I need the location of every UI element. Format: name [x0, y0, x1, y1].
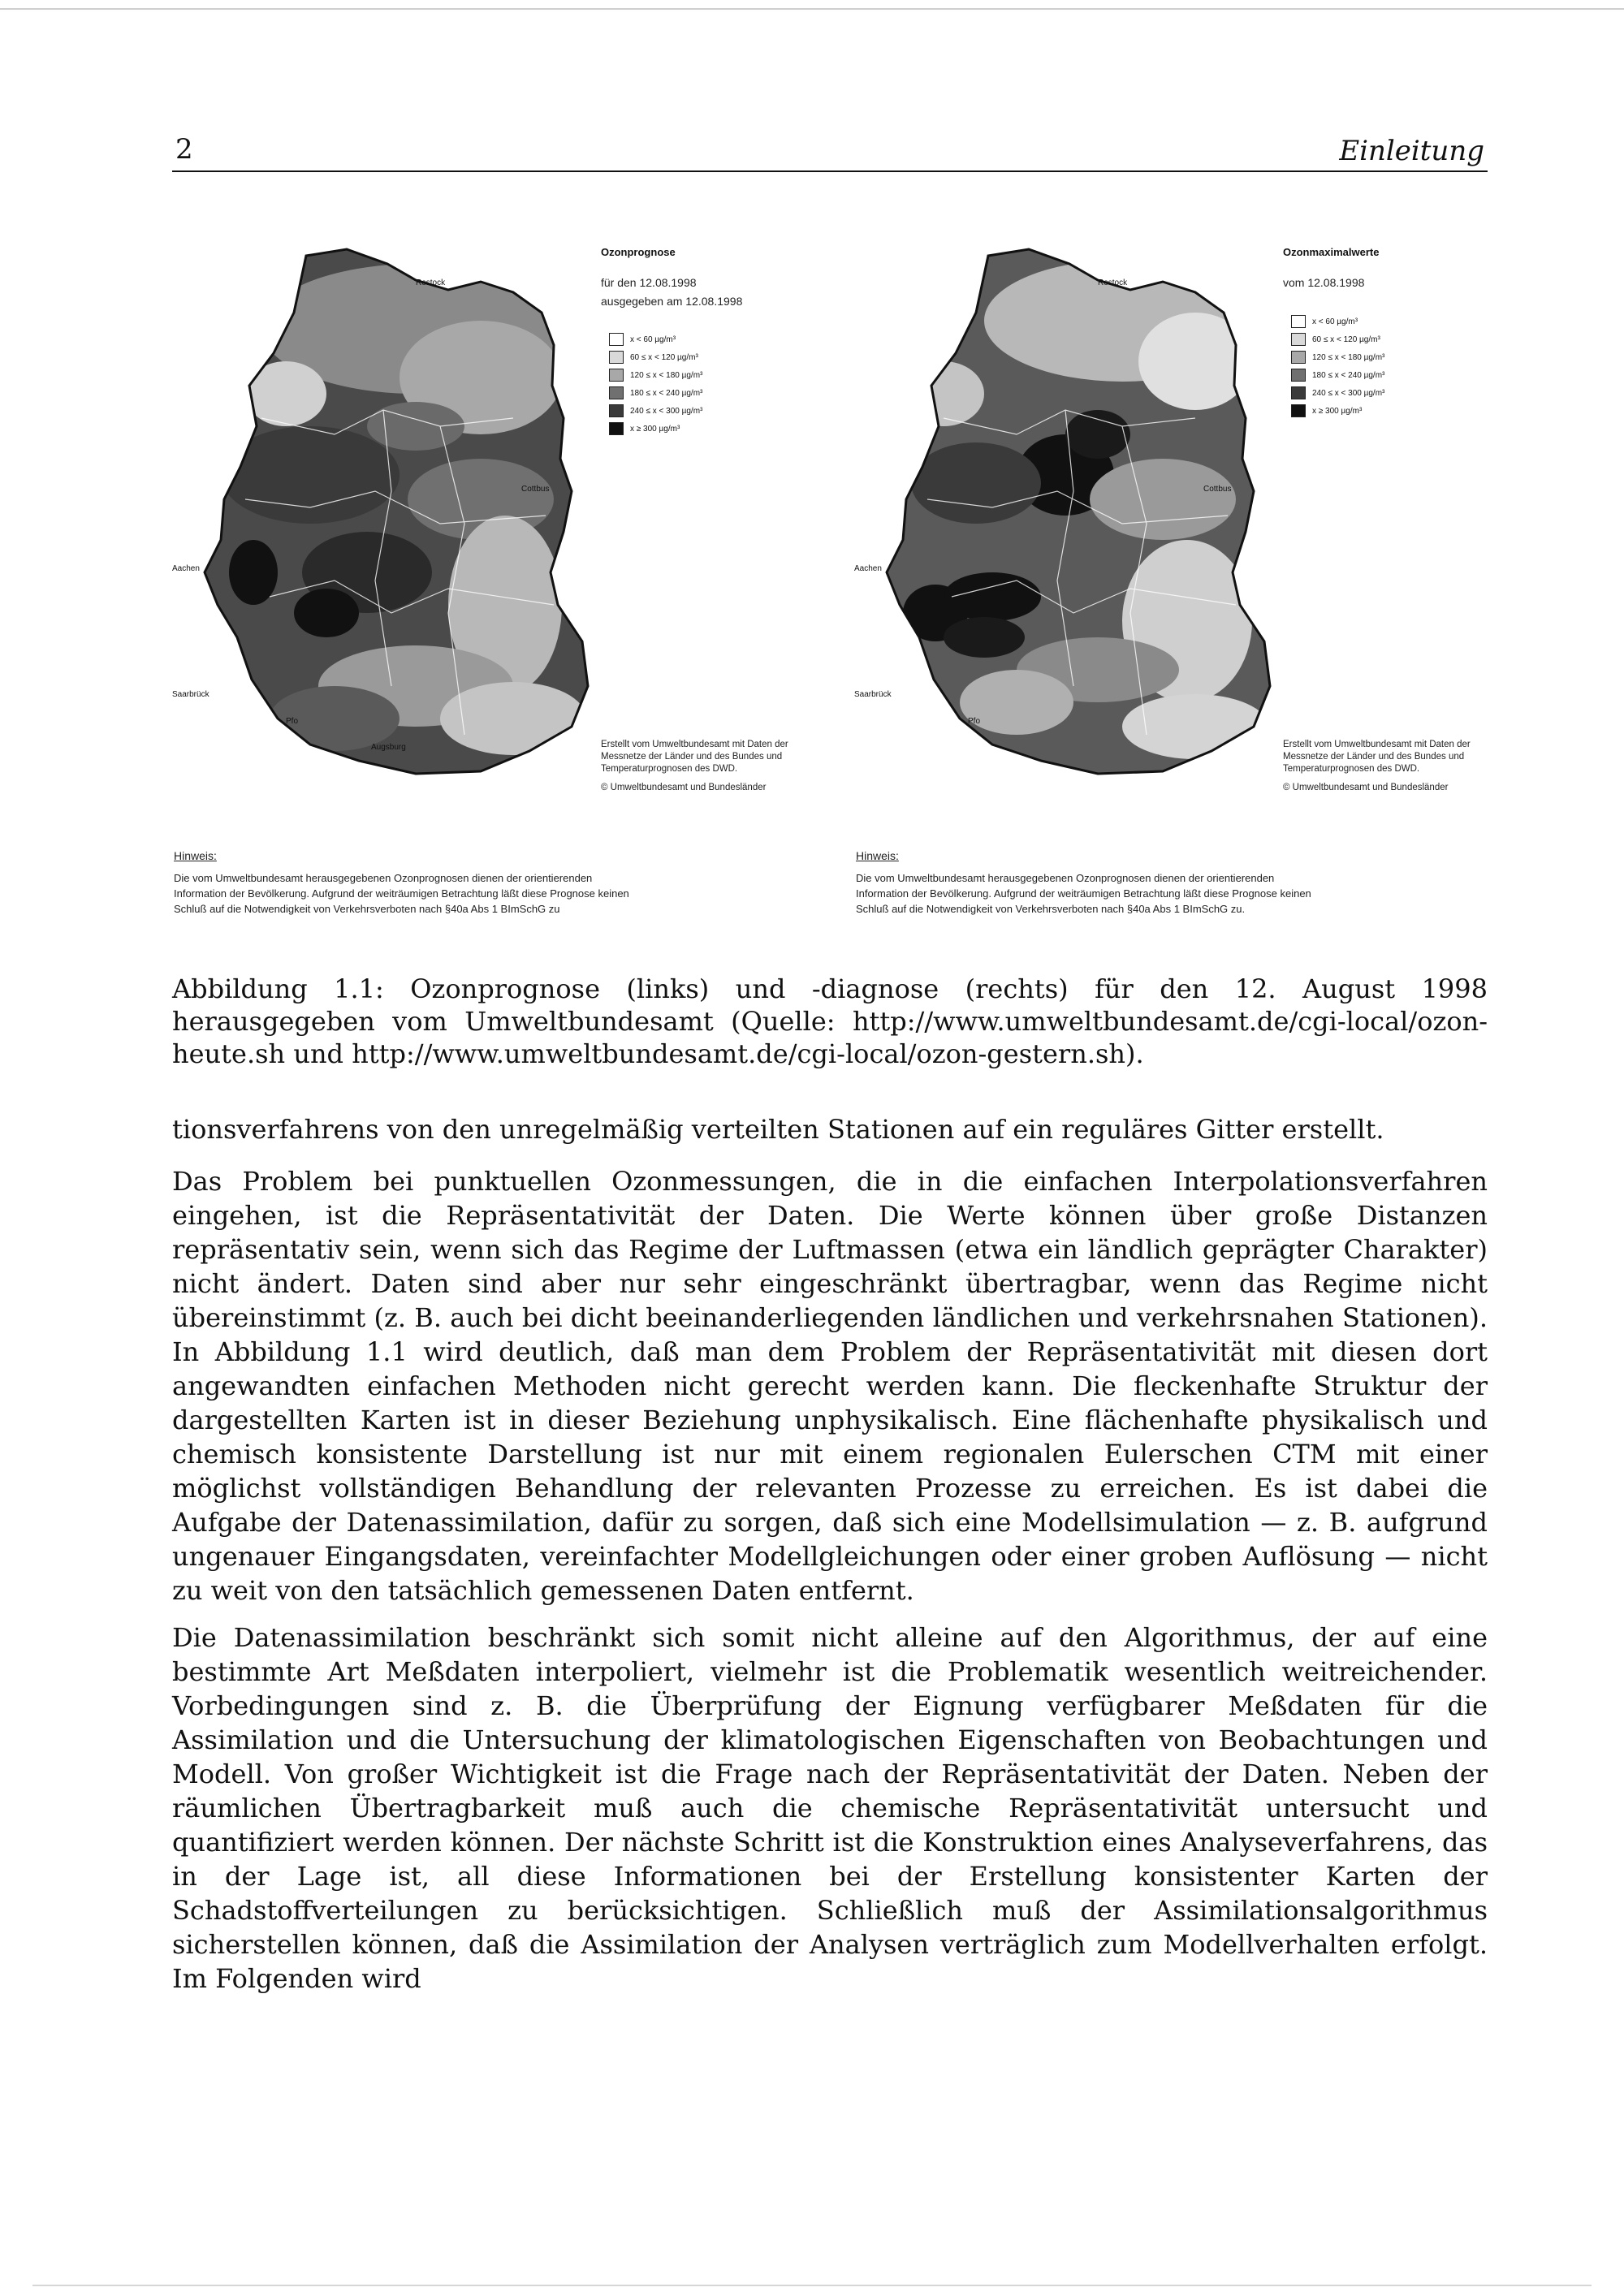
legend-item — [1291, 330, 1453, 348]
legend-item — [609, 348, 771, 366]
city-label-cottbus: Cottbus — [1203, 485, 1232, 494]
paragraph: tionsverfahrens von den unregelmäßig verteilten Stationen auf ein reguläres Gitter erstellt. — [172, 1114, 1384, 1145]
running-title: Einleitung — [1339, 135, 1484, 167]
paragraph: Die Datenassimilation beschränkt sich somit nicht alleine auf den Algorithmus, der auf eine bestimmte Art Meßdaten interpoliert, vielmehr ist die Problematik wesentlich weitreichender. Vorbedingungen sind z. B. die Überprüfung der Eignung verfügbarer Meßdaten für die Assimilation und die Untersuchung der klimatologischen Eigenschaften von Beobachtungen und Modell. Von großer Wichtigkeit ist die Frage nach der Repräsentativität der Daten. Neben der räumlichen Übertragbarkeit muß auch die chemische Repräsentativität untersucht und quantifiziert werden können. Der nächste Schritt ist die Konstruktion eines Analyseverfahrens, das in der Lage ist, all diese Informationen bei der Erstellung konsistenter Karten der Schadstoffverteilungen zu berücksichtigen. Schließlich muß der Assimilationsalgorithmus sicherstellen können, daß die Assimilation der Analysen verträglich zum Modellverhalten erfolgt. Im Folgenden wird — [172, 1622, 1488, 1994]
city-label-saarbruecken: Saarbrück — [172, 690, 209, 699]
legend-item — [1291, 384, 1453, 402]
legend-swatch — [609, 369, 624, 382]
map-date-line: vom 12.08.1998 — [1283, 276, 1365, 289]
legend-label: 120 ≤ x < 180 µg/m³ — [630, 370, 703, 380]
city-label-pforzheim: Pfo — [286, 717, 299, 726]
legend-label: 240 ≤ x < 300 µg/m³ — [630, 406, 703, 416]
map-note — [174, 848, 645, 917]
legend-swatch — [609, 333, 624, 346]
note-text: Die vom Umweltbundesamt herausgegebenen Ozonprognosen dienen der orientierenden Information der Bevölkerung. Aufgrund der weiträumigen Betrachtung läßt diese Prognose keinen Schluß auf die Notwendigkeit von Verkehrsverboten nach §40a Abs 1 BImSchG zu — [174, 872, 629, 915]
legend-swatch — [609, 351, 624, 364]
city-label-aachen: Aachen — [172, 564, 200, 573]
legend-label: x ≥ 300 µg/m³ — [630, 424, 680, 434]
paragraph: Das Problem bei punktuellen Ozonmessungen, die in die einfachen Interpolationsverfahren eingehen, ist die Repräsentativität der Daten. Die Werte können über große Distanzen repräsentativ sein, wenn sich das Regime der Luftmassen (etwa ein ländlich geprägter Charakter) nicht ändert. Daten sind aber nur sehr eingeschränkt übertragbar, wenn das Regime nicht übereinstimmt (z. B. auch bei dicht beeinanderliegenden ländlichen und verkehrsnahen Stationen). In Abbildung 1.1 wird deutlich, daß man dem Problem der Repräsentativität mit diesen dort angewandten einfachen Methoden nicht gerecht werden kann. Die fleckenhafte Struktur der dargestellten Karten ist in dieser Beziehung unphysikalisch. Eine flächenhafte physikalisch und chemisch konsistente Darstellung ist nur mit einem regionalen Eulerschen CTM mit einer möglichst vollständigen Behandlung der relevanten Prozesse zu erreichen. Es ist dabei die Aufgabe der Datenassimilation, dafür zu sorgen, daß sich eine Modellsimulation — z. B. aufgrund ungenauer Eingangsdaten, vereinfachter Modellgleichungen oder einer groben Auflösung — nicht zu weit von den tatsächlich gemessenen Daten entfernt. — [172, 1166, 1488, 1606]
legend-swatch — [1291, 369, 1306, 382]
scan-edge-bottom — [32, 2285, 1592, 2286]
map-credit — [1283, 739, 1478, 801]
city-label-aachen: Aachen — [854, 564, 882, 573]
legend-label: 180 ≤ x < 240 µg/m³ — [1312, 370, 1385, 380]
note-heading: Hinweis: — [856, 849, 899, 862]
page-number: 2 — [175, 133, 193, 166]
map-note — [856, 848, 1327, 917]
legend-swatch — [1291, 404, 1306, 417]
city-label-rostock: Rostock — [1098, 278, 1128, 287]
city-label-pforzheim: Pfo — [968, 717, 981, 726]
figure-caption: Abbildung 1.1: Ozonprognose (links) und -diagnose (rechts) für den 12. August 1998 herausgegeben vom Umweltbundesamt (Quelle: http://www.umweltbundesamt.de/cgi-local/ozon-heute.sh und http://www.umweltbundesamt.de/cgi-local/ozon-gestern.sh). — [172, 973, 1488, 1069]
legend-label: 60 ≤ x < 120 µg/m³ — [630, 352, 698, 362]
legend-swatch — [609, 386, 624, 399]
legend-swatch — [1291, 333, 1306, 346]
scan-edge-top — [0, 8, 1624, 10]
legend-label: 120 ≤ x < 180 µg/m³ — [1312, 352, 1385, 362]
legend-swatch — [1291, 351, 1306, 364]
figure-ozone-maps — [172, 231, 1488, 962]
city-label-rostock: Rostock — [416, 278, 446, 287]
legend-label: x ≥ 300 µg/m³ — [1312, 406, 1363, 416]
city-label-saarbruecken: Saarbrück — [854, 690, 892, 699]
legend-item — [1291, 348, 1453, 366]
copyright-text: © Umweltbundesamt und Bundesländer — [601, 783, 767, 792]
legend-item — [609, 330, 771, 348]
legend-item — [1291, 402, 1453, 420]
legend-item — [609, 384, 771, 402]
credit-text: Erstellt vom Umweltbundesamt mit Daten der Messnetze der Länder und des Bundes und Temperaturprognosen des DWD. — [1283, 740, 1471, 774]
body-text — [172, 1112, 1488, 2009]
legend-label: x < 60 µg/m³ — [1312, 317, 1358, 326]
legend-item — [1291, 313, 1453, 330]
note-heading: Hinweis: — [174, 849, 217, 862]
map-date-line: für den 12.08.1998 — [601, 276, 697, 289]
legend-swatch — [609, 422, 624, 435]
map-title: Ozonmaximalwerte — [1283, 246, 1380, 258]
map-issued-line: ausgegeben am 12.08.1998 — [601, 295, 743, 308]
map-legend — [1291, 313, 1453, 420]
legend-item — [609, 366, 771, 384]
legend-label: 180 ≤ x < 240 µg/m³ — [630, 388, 703, 398]
note-text: Die vom Umweltbundesamt herausgegebenen Ozonprognosen dienen der orientierenden Information der Bevölkerung. Aufgrund der weiträumigen Betrachtung läßt diese Prognose keinen Schluß auf die Notwendigkeit von Verkehrsverboten nach §40a Abs 1 BImSchG zu. — [856, 872, 1311, 915]
city-label-cottbus: Cottbus — [521, 485, 550, 494]
map-panel-forecast — [172, 231, 806, 962]
legend-item — [1291, 366, 1453, 384]
page-header — [172, 128, 1488, 172]
map-title: Ozonprognose — [601, 246, 676, 258]
legend-label: x < 60 µg/m³ — [630, 334, 676, 344]
map-panel-diagnosis — [854, 231, 1488, 962]
legend-label: 240 ≤ x < 300 µg/m³ — [1312, 388, 1385, 398]
map-credit — [601, 739, 796, 801]
legend-swatch — [1291, 315, 1306, 328]
city-label-augsburg: Augsburg — [371, 743, 406, 752]
legend-item — [609, 420, 771, 438]
legend-label: 60 ≤ x < 120 µg/m³ — [1312, 334, 1380, 344]
copyright-text: © Umweltbundesamt und Bundesländer — [1283, 783, 1449, 792]
legend-swatch — [1291, 386, 1306, 399]
credit-text: Erstellt vom Umweltbundesamt mit Daten der Messnetze der Länder und des Bundes und Temperaturprognosen des DWD. — [601, 740, 788, 774]
legend-item — [609, 402, 771, 420]
legend-swatch — [609, 404, 624, 417]
map-legend — [609, 330, 771, 438]
